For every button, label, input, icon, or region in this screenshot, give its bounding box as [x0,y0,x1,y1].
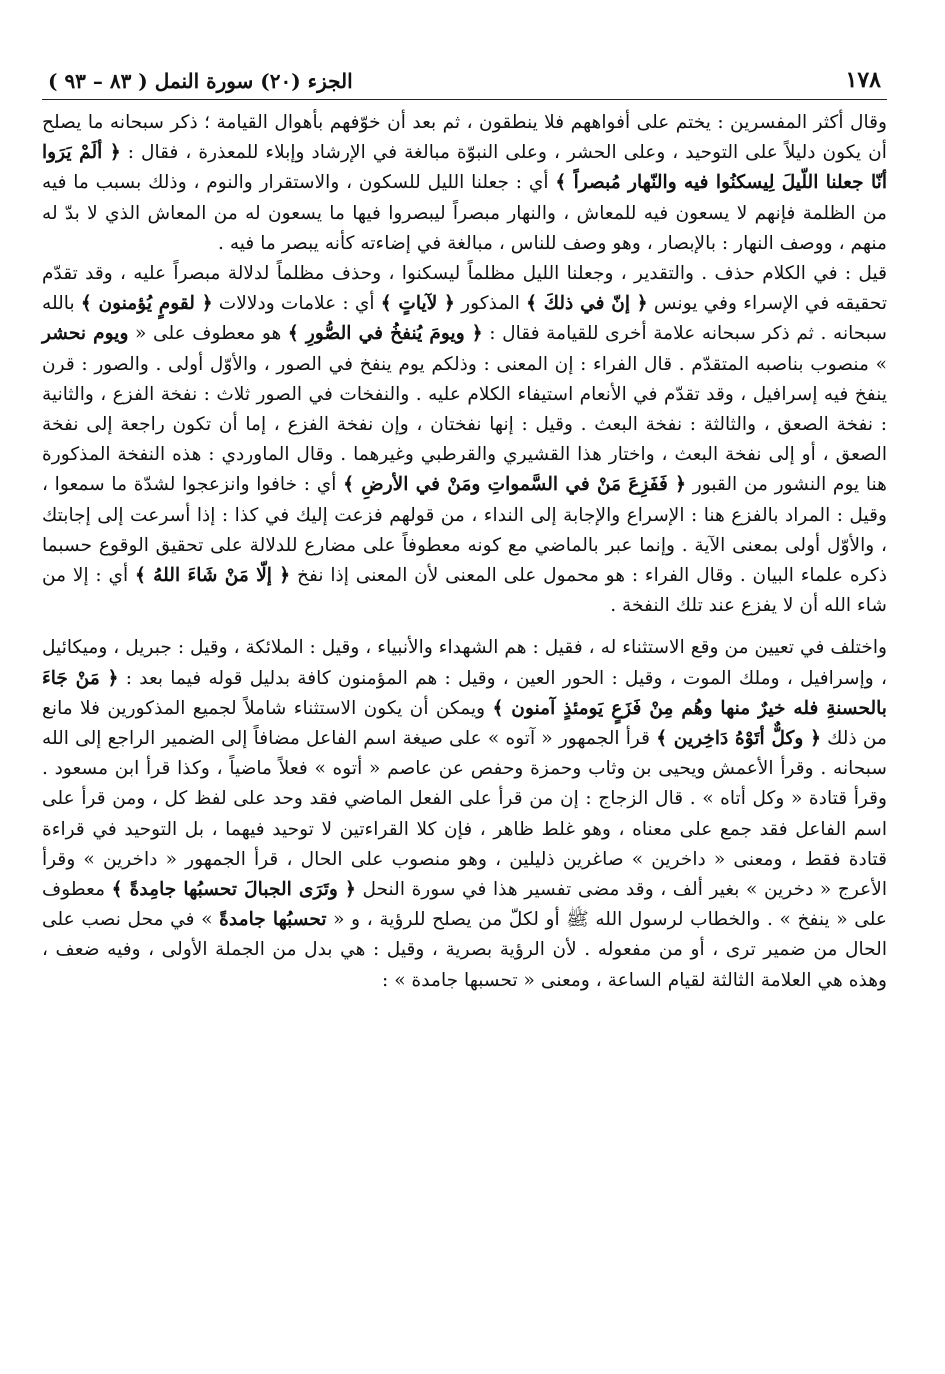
commentary-span: وقال أكثر المفسرين : يختم على أفواههم فلا ينطقون ، ثم بعد أن خوّفهم بأهوال القيامة ؛ ذكر سبحانه ما يصلح أن يكون دليلاً على التوحيد ، وعلى الحشر ، وعلى النبوّة مبالغة في الإرشاد وإبلاء للمعذرة ، فقال : [42,112,887,164]
commentary-span: واختلف في تعيين من وقع الاستثناء له ، فقيل : هم الشهداء والأنبياء ، وقيل : الملائكة ، وقيل : جبريل ، وميكائيل ، وإسرافيل ، وملك الموت ، وقيل : الحور العين ، وقيل : هم المؤمنون كافة بدليل قوله فيما بعد : [42,637,887,689]
commentary-span: المذكور [454,293,527,315]
commentary-span: أي : جعلنا الليل للسكون ، والاستقرار والنوم ، وذلك بسبب ما فيه من الظلمة فإنهم لا يسعون فيه للمعاش ، والنهار مبصراً ليبصروا فيها ما يسعون له من المعاش الذي لا بدّ له منهم ، ووصف النهار : بالإبصار ، وهو وصف للناس ، مبالغة في إضاءته كأنه يبصر ما فيه . [42,172,887,254]
quran-verse: ﴿ لقومٍ يُؤمنون ﴾ [80,293,213,315]
commentary-span: أي : خافوا وانزعجوا لشدّة ما سمعوا ، وقيل : المراد بالفزع هنا : الإسراع والإجابة إلى النداء ، من قولهم فزعت إليك في كذا : إذا أسرعت إلى إجابتك ، والأوّل أولى بمعنى الآية . وإنما عبر بالماضي مع كونه معطوفاً على مضارع للدلالة على تحقيق الوقوع حسبما ذكره علماء البيان . وقال الفراء : هو محمول على المعنى لأن المعنى إذا نفخ [42,474,887,587]
commentary-span: أي : إلا من شاء الله أن لا يفزع عند تلك النفخة . [42,565,887,617]
quran-verse: ﴿ وتَرَى الجبالَ تحسبُها جامِدةً ﴾ [111,879,356,901]
quran-verse: ﴿ مَنْ جَاءَ بالحسنةِ فله خيرٌ منها وهُم مِنْ فَزَعٍ يَومئذٍ آمنون ﴾ [42,667,887,719]
commentary-span: » منصوب بناصبه المتقدّم . قال الفراء : إن المعنى : وذلكم يوم ينفخ في الصور ، والأوّل أولى . والصور : قرن ينفخ فيه إسرافيل ، وقد تقدّم في الأنعام استيفاء الكلام عليه . والنفخات في الصور ثلاث : نفخة الفزع ، والثانية : نفخة الصعق ، والثالثة : نفخة البعث . وقيل : إنها نفختان ، وإن نفخة الفزع ، إما أن تكون راجعة إلى نفخة الصعق ، أو إلى نفخة البعث ، واختار هذا القشيري والقرطبي وغيرهما . وقال الماوردي : هذه النفخة المذكورة هنا يوم النشور من القبور [42,353,887,496]
commentary-span: بالله سبحانه . ثم ذكر سبحانه علامة أخرى للقيامة فقال : [42,293,887,345]
quran-verse: تحسبُها جامدةً [219,909,327,931]
commentary-span: ويمكن أن يكون الاستثناء شاملاً لجميع المذكورين فلا مانع من ذلك [42,697,887,750]
quran-verse: ﴿ إلّا مَنْ شَاءَ اللهُ ﴾ [134,565,291,587]
quran-verse: ﴿ لآياتٍ ﴾ [380,293,455,315]
chapter-title: الجزء (٢٠) سورة النمل ( ٨٣ – ٩٣ ) [48,69,353,93]
quran-verse: ﴿ إنّ في ذلكَ ﴾ [526,293,648,315]
commentary-span: قيل : في الكلام حذف . والتقدير ، وجعلنا الليل مظلماً ليسكنوا ، وحذف مظلماً لدلالة مبصراً عليه ، وقد تقدّم تحقيقه في الإسراء وفي يونس [42,263,888,315]
book-page [42,40,887,1334]
paragraph [42,108,887,259]
running-header [42,40,887,100]
commentary-span: » في محل نصب على الحال من ضمير ترى ، أو من مفعوله . لأن الرؤية بصرية ، وقيل : هي بدل من الجملة الأولى ، وفيه ضعف ، وهذه هي العلامة الثالثة لقيام الساعة ، ومعنى « تحسبها جامدة » : [42,909,887,991]
quran-verse: ﴿ وكلٌّ أتَوْهُ دَاخِرين ﴾ [656,728,821,750]
commentary-span: أي : علامات ودلالات [212,293,381,315]
quran-verse: ﴿ ويومَ يُنفخُ في الصُّورِ ﴾ [287,323,483,345]
paragraph [42,633,887,995]
page-number: ١٧٨ [845,67,881,93]
quran-verse: ويوم نحشر [42,323,129,345]
commentary-span: هو معطوف على « [128,323,288,345]
quran-verse: ﴿ فَفَزِعَ مَنْ في السَّمواتِ ومَنْ في الأرضِ ﴾ [343,474,687,496]
commentary-text [42,108,887,996]
commentary-span: قرأ الجمهور « آتوه » على صيغة اسم الفاعل مضافاً إلى الضمير الراجع إلى الله سبحانه . وقرأ الأعمش ويحيى بن وثاب وحمزة وحفص عن عاصم « أتوه » فعلاً ماضياً ، وكذا قرأ ابن مسعود . وقرأ قتادة « وكل أتاه » . قال الزجاج : إن من قرأ على الفعل الماضي فقد وحد على لفظ كل ، ومن قرأ على اسم الفاعل فقد جمع على معناه ، وهو غلط ظاهر ، فإن كلا القراءتين لا توحيد فيهما ، بل التوحيد في قراءة قتادة فقط ، ومعنى « داخرين » صاغرين ذليلين ، وهو منصوب على الحال ، قرأ الجمهور « داخرين » وقرأ الأعرج « دخرين » بغير ألف ، وقد مضى تفسير هذا في سورة النحل [42,728,887,901]
quran-verse: ﴿ ألَمْ يَرَوا أنّا جعلنا اللّيلَ لِيسكنُوا فيه والنّهار مُبصراً ﴾ [42,142,887,194]
paragraph [42,259,887,621]
commentary-span: معطوف على « ينفخ » . والخطاب لرسول الله ﷺ أو لكلّ من يصلح للرؤية ، و « [42,879,887,931]
